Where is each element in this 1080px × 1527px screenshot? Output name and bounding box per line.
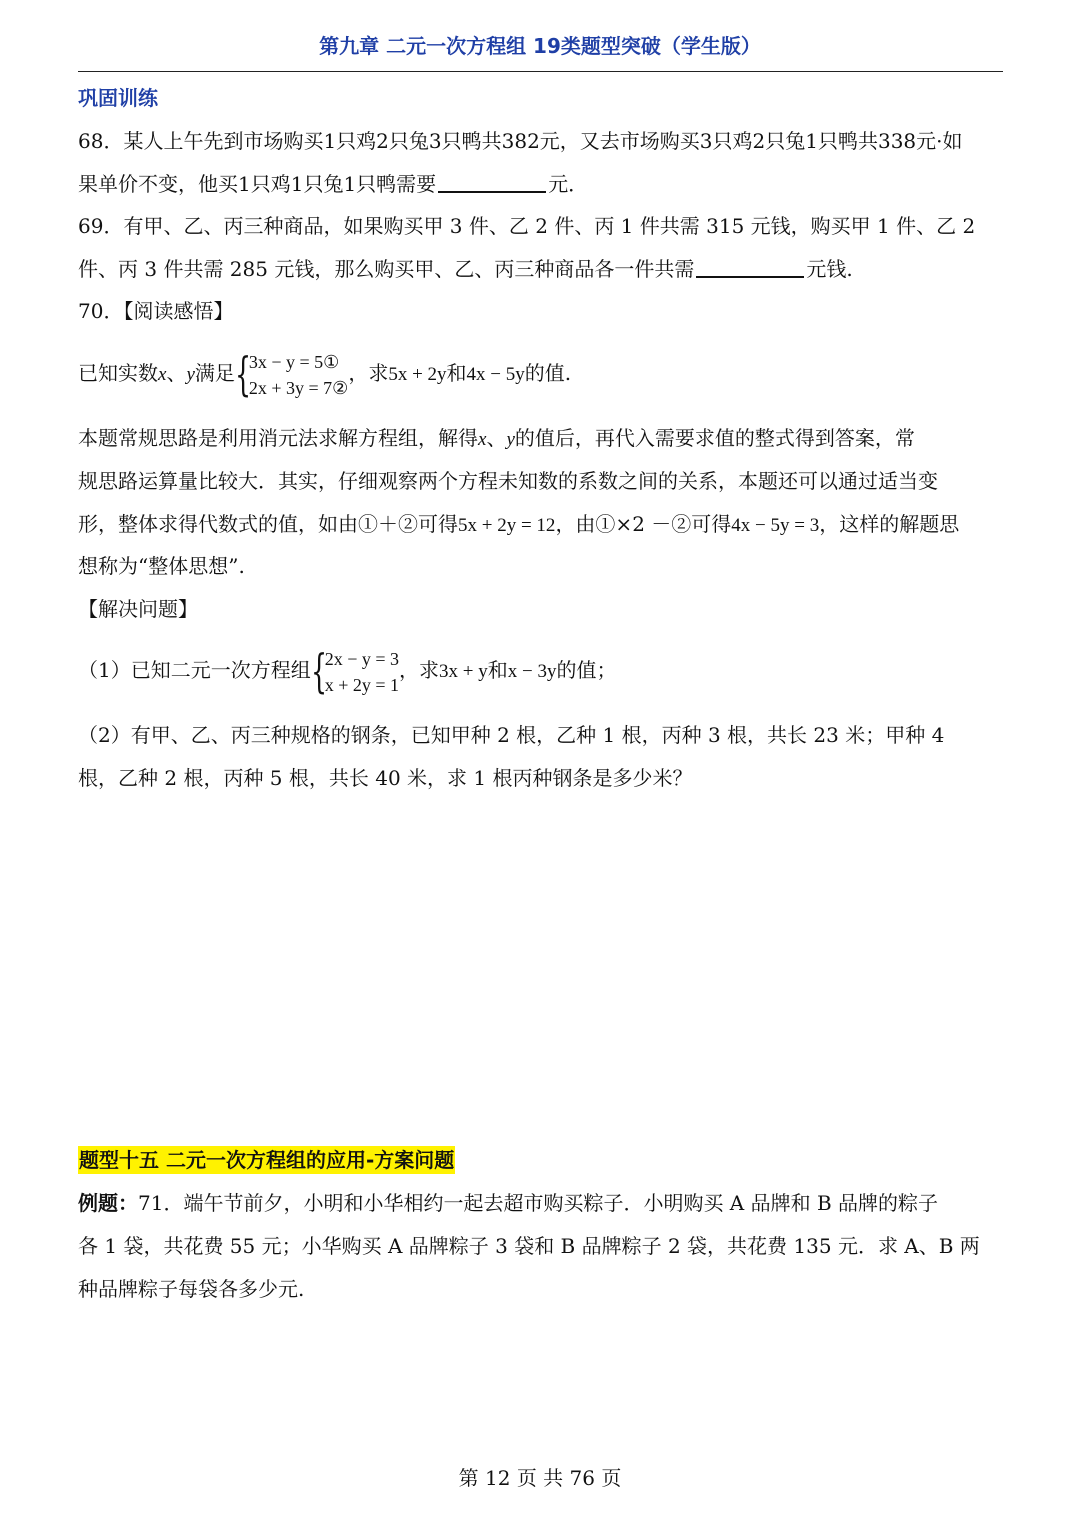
- q70-sub2-line1: （2）有甲、乙、丙三种规格的钢条，已知甲种 2 根，乙种 1 根，丙种 3 根，共长 23 米；甲种 4: [78, 723, 945, 747]
- q70-ask-mid: 和: [446, 361, 467, 385]
- type15-title: 题型十五 二元一次方程组的应用-方案问题: [79, 1148, 455, 1172]
- q69-unit: 元钱.: [806, 257, 853, 281]
- q71-line1: [78, 1189, 938, 1217]
- q70-sub1-line: [78, 643, 616, 699]
- q69-answer-blank[interactable]: [696, 258, 804, 278]
- q70-solve-title: 【解决问题】: [78, 597, 198, 621]
- q68-unit: 元．: [548, 172, 589, 196]
- q70-sub1-text-b: ，求: [399, 658, 440, 682]
- type15-heading: [78, 1146, 455, 1174]
- q70-known-a: 已知实数: [78, 361, 158, 385]
- q70-p1-eq1: 5x + 2y = 12: [458, 515, 556, 536]
- q70-ask-end: 的值.: [524, 361, 572, 385]
- page-footer: 第 12 页 共 76 页: [458, 1466, 622, 1490]
- q70-sub1-expr2: x − 3y: [507, 661, 557, 682]
- q70-p1-text-a: 本题常规思路是利用消元法求解方程组，解得: [78, 426, 478, 450]
- q70-p1-sep: 、: [486, 426, 507, 450]
- q70-p1-line2: 规思路运算量比较大．其实，仔细观察两个方程未知数的系数之间的关系，本题还可以通过适当变: [78, 469, 938, 493]
- q70-sub1-eq2: x + 2y = 1: [324, 674, 400, 695]
- q70-p1-var-x: x: [478, 429, 487, 450]
- q70-sub1-equation-system: [310, 643, 400, 698]
- q70-sub1-end: 的值；: [556, 658, 617, 682]
- q70-p1-var-y: y: [506, 429, 515, 450]
- q70-p1-text-d: ，由①×2 －②可得: [555, 512, 732, 536]
- q70-p1-line1: [78, 424, 915, 454]
- q70-title: 70．【阅读感悟】: [78, 299, 234, 323]
- q70-eq2: 2x + 3y = 7②: [248, 377, 349, 398]
- brace-icon: {: [310, 643, 327, 698]
- q69-line2: [78, 255, 853, 283]
- q68-answer-blank[interactable]: [438, 173, 546, 193]
- q70-sub1-expr1: 3x + y: [439, 661, 488, 682]
- q70-p1-text-c: 形，整体求得代数式的值，如由①＋②可得: [78, 512, 458, 536]
- q68-text: 果单价不变，他买1只鸡1只兔1只鸭需要: [78, 172, 437, 196]
- q71-line3: 种品牌粽子每袋各多少元.: [78, 1277, 305, 1301]
- q70-sep: 、: [166, 361, 187, 385]
- q70-p1-text-b: 的值后，再代入需要求值的整式得到答案，常: [514, 426, 915, 450]
- q70-p1-line4: 想称为“整体思想”.: [78, 554, 245, 578]
- brace-icon: {: [234, 346, 251, 401]
- section-title: 巩固训练: [78, 86, 158, 110]
- q70-sub1-text-a: （1）已知二元一次方程组: [78, 658, 311, 682]
- q70-sub2-line2: 根，乙种 2 根，丙种 5 根，共长 40 米，求 1 根丙种钢条是多少米？: [78, 766, 693, 790]
- q70-var-y: y: [186, 364, 195, 385]
- q70-p1-line3: [78, 510, 959, 540]
- q69-text: 件、丙 3 件共需 285 元钱，那么购买甲、乙、丙三种商品各一件共需: [78, 257, 695, 281]
- q71-text1: 71．端午节前夕，小明和小华相约一起去超市购买粽子．小明购买 A 品牌和 B 品牌的粽子: [138, 1191, 939, 1215]
- q68-line1: 68．某人上午先到市场购买1只鸡2只兔3只鸭共382元，又去市场购买3只鸡2只兔1只鸭共338元·如: [78, 129, 963, 153]
- page-header-title: 第九章 二元一次方程组 19类题型突破（学生版）: [319, 34, 761, 58]
- q70-expr2: 4x − 5y: [466, 364, 525, 385]
- q70-ask-a: ，求: [348, 361, 389, 385]
- q71-label: 例题：: [78, 1191, 138, 1215]
- q70-known-b: 满足: [194, 361, 235, 385]
- header-divider: [78, 71, 1003, 72]
- q70-p1-eq2: 4x − 5y = 3: [731, 515, 820, 536]
- q70-var-x: x: [158, 364, 167, 385]
- q70-sub1-mid: 和: [487, 658, 508, 682]
- q70-eq1: 3x − y = 5①: [248, 351, 340, 372]
- q70-p1-text-e: ，这样的解题思: [819, 512, 960, 536]
- q70-equation-system: [234, 346, 349, 401]
- q70-sub1-eq1: 2x − y = 3: [324, 648, 400, 669]
- q71-line2: 各 1 袋，共花费 55 元；小华购买 A 品牌粽子 3 袋和 B 品牌粽子 2 袋，共花费 135 元．求 A、B 两: [78, 1234, 980, 1258]
- q70-expr1: 5x + 2y: [388, 364, 447, 385]
- q68-line2: [78, 170, 588, 198]
- q69-line1: 69．有甲、乙、丙三种商品，如果购买甲 3 件、乙 2 件、丙 1 件共需 315 元钱，购买甲 1 件、乙 2: [78, 214, 976, 238]
- q70-known-line: [78, 346, 571, 402]
